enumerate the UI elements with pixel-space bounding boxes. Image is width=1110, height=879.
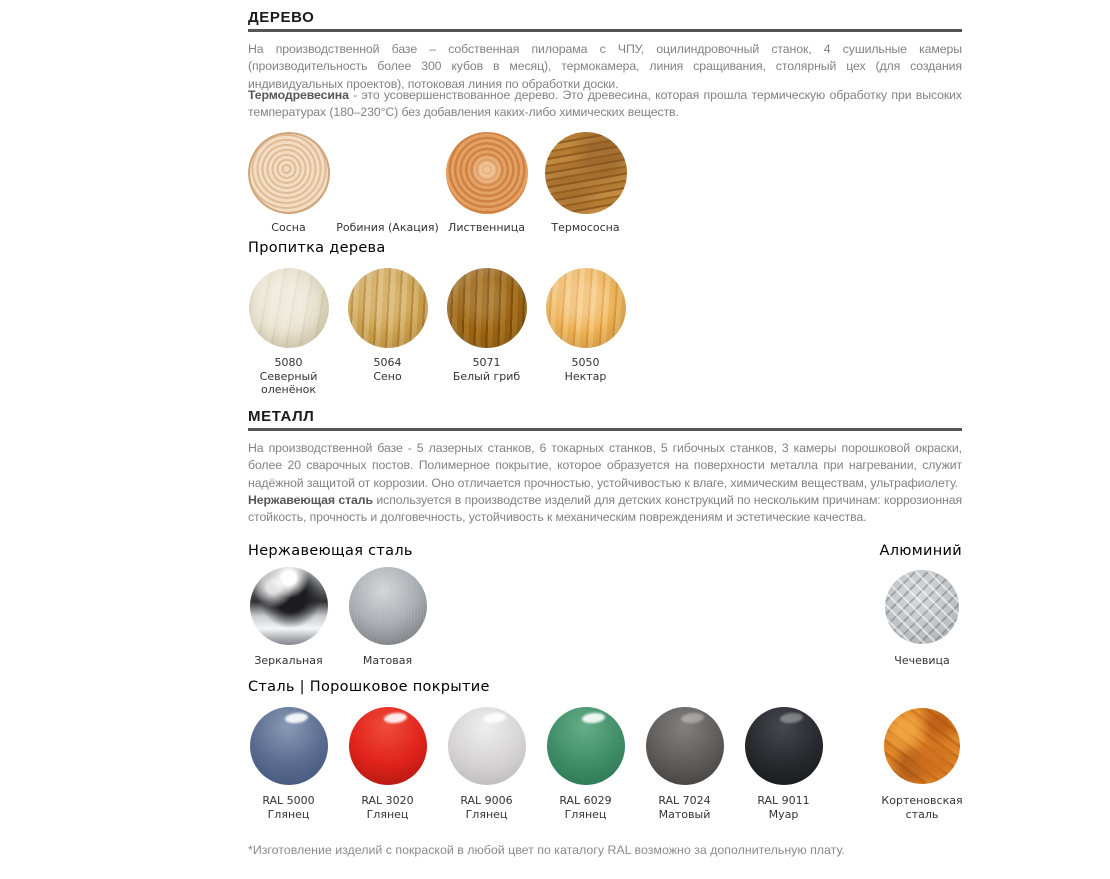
powder-swatch-ral5000 [250,707,328,785]
wood-species-acacia [338,132,437,235]
metal-section-rule [248,428,962,431]
stainless-paragraph [248,492,962,527]
powder-swatch-ral3020 [349,707,427,785]
impregnation-name: Белый гриб [452,369,521,383]
gloss-highlight [681,712,705,725]
wood-intro-text: На производственной базе – собственная пилорама с ЧПУ, оцилиндровочный станок, 4 сушильные камеры (производительность более 300 кубов в месяц), термокамера, линия сращивания, столярный цех (для создания индивидуальных проектов), потоковая линия по обработки доски. [248,42,962,91]
impregnation-code: 5071 [472,356,501,369]
gloss-highlight [483,712,507,725]
powder-code: RAL 5000 [262,794,315,807]
stainless-finish-label: Матовая [362,654,413,667]
powder-item-ral9011 [734,707,833,821]
wood-intro-paragraph [248,41,962,93]
powder-coating-title: Сталь | Порошковое покрытие [248,679,490,695]
wood-species-label: Лиственница [448,221,525,234]
metal-section-title: МЕТАЛЛ [248,408,315,425]
wood-species-larch [437,132,536,235]
powder-item-ral6029 [536,707,635,821]
powder-finish: Глянец [465,807,508,821]
impregnation-title: Пропитка дерева [248,240,386,256]
impregnation-item-5080 [239,268,338,397]
powder-finish: Глянец [366,807,409,821]
powder-code: RAL 3020 [361,794,414,807]
impregnation-code: 5080 [274,356,303,369]
powder-finish: Матовый [658,807,711,821]
wood-section-rule [248,29,962,32]
powder-finish: Муар [768,807,799,821]
powder-finish: Глянец [267,807,310,821]
powder-code: RAL 7024 [658,794,711,807]
powder-row [239,707,833,821]
powder-swatch-ral6029 [547,707,625,785]
powder-swatch-ral9011 [745,707,823,785]
impregnation-item-5064 [338,268,437,397]
metal-intro-text: На производственной базе - 5 лазерных станков, 6 токарных станков, 5 гибочных станков, 3 камеры порошковой окраски, более 20 сварочных постов. Полимерное покрытие, которое образуется на поверхности металла при нагревании, служит надёжной защитой от коррозии. Оно отличается прочностью, устойчивостью к влаге, химическим веществам, ультрафиолету. [248,441,962,490]
aluminum-title: Алюминий [879,543,962,559]
stainless-item-matte [338,567,437,668]
wood-swatch-larch [446,132,528,214]
wood-species-thermopine [536,132,635,235]
impregnation-swatch-5080 [249,268,329,348]
powder-code: RAL 9006 [460,794,513,807]
impregnation-item-5050 [536,268,635,397]
footer-note: *Изготовление изделий с покраской в любой цвет по каталогу RAL возможно за дополнительную плату. [248,843,845,857]
wood-species-label: Робиния (Акация) [336,221,439,234]
impregnation-name: Сено [373,369,402,383]
stainless-text: используется в производстве изделий для детских конструкций по нескольким причинам: коррозионная стойкость, прочность и долговечность, устойчивость к механическим повреждениям и эстетические качества. [248,493,963,525]
metal-intro-paragraph [248,440,962,492]
powder-swatch-ral7024 [646,707,724,785]
stainless-item-mirror [239,567,338,668]
thermowood-paragraph [248,87,962,122]
impregnation-swatch-5064 [348,268,428,348]
stainless-swatch-mirror [250,567,328,645]
gloss-highlight [384,712,408,725]
impregnation-item-5071 [437,268,536,397]
impregnation-name: Нектар [564,369,607,383]
gloss-highlight [780,712,804,725]
thermowood-text: - это усовершенствованное дерево. Это древесина, которая прошла термическую обработку при высоких температурах (180–230°С) без добавления каких-либо химических веществ. [248,88,962,120]
powder-item-ral9006 [437,707,536,821]
powder-item-ral7024 [635,707,734,821]
wood-swatch-thermopine [545,132,627,214]
gloss-highlight [285,712,309,725]
corten-item [870,708,974,821]
corten-label: Кортеновская сталь [881,794,963,821]
impregnation-swatch-5071 [447,268,527,348]
gloss-highlight [582,712,606,725]
wood-species-label: Термососна [551,221,620,234]
stainless-finish-label: Зеркальная [254,654,323,667]
powder-swatch-ral9006 [448,707,526,785]
powder-item-ral3020 [338,707,437,821]
impregnation-name: Северный оленёнок [259,369,318,396]
impregnation-row [239,268,635,397]
powder-code: RAL 9011 [757,794,810,807]
stainless-swatch-matte [349,567,427,645]
stainless-steel-title: Нержавеющая сталь [248,543,413,559]
corten-swatch [884,708,960,784]
impregnation-code: 5050 [571,356,600,369]
thermowood-term: Термодревесина [248,88,349,102]
powder-code: RAL 6029 [559,794,612,807]
wood-section-title: ДЕРЕВО [248,9,315,26]
wood-swatch-pine [248,132,330,214]
aluminum-finish-label: Чечевица [894,654,950,667]
impregnation-swatch-5050 [546,268,626,348]
stainless-row [239,567,437,668]
impregnation-code: 5064 [373,356,402,369]
powder-item-ral5000 [239,707,338,821]
aluminum-item [872,570,972,668]
wood-species-pine [239,132,338,235]
aluminum-swatch-checkerplate [885,570,959,644]
wood-swatch-acacia [347,132,429,214]
wood-species-label: Сосна [271,221,306,234]
wood-species-row [239,132,635,235]
powder-finish: Глянец [564,807,607,821]
stainless-term: Нержавеющая сталь [248,493,373,507]
